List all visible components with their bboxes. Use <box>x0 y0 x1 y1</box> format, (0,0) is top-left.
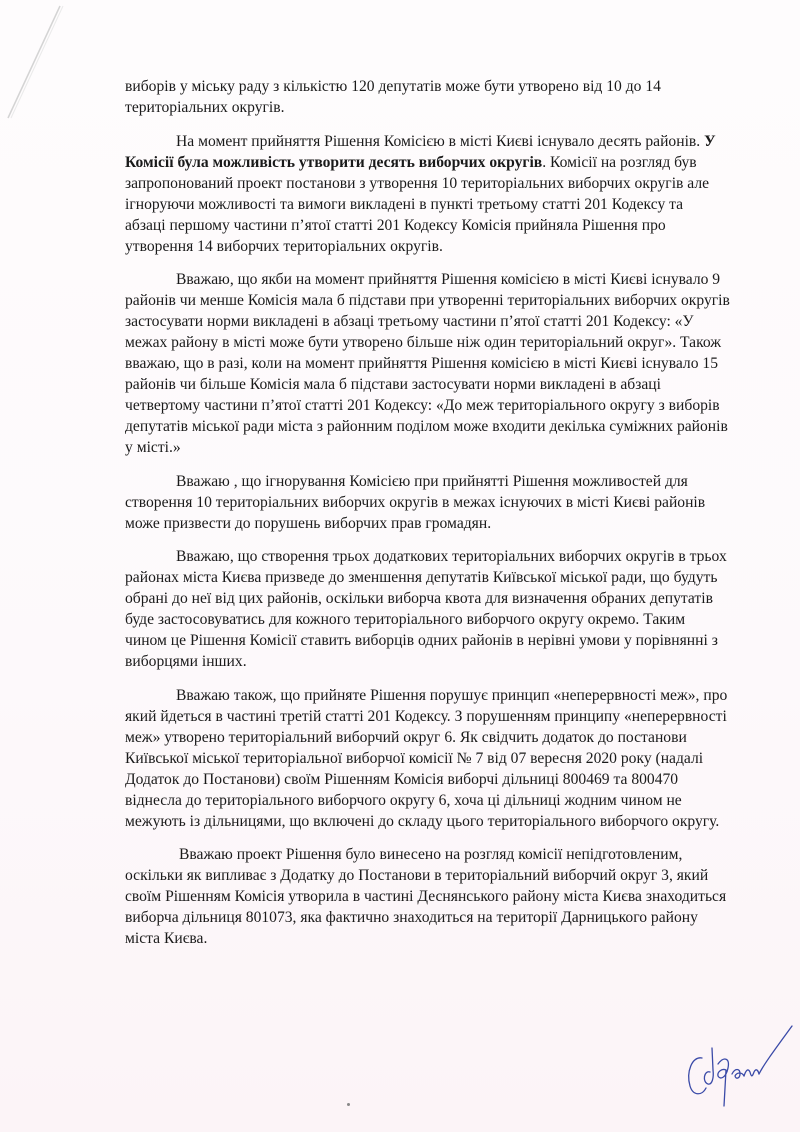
text-line: який йдеться в частині третій статті 201 Кодексу. З порушенням принципу «неперервності <box>125 707 727 725</box>
paragraph-4 <box>125 471 785 534</box>
text-line: районів чи більше Комісія мала б підстави застосувати норми викладені в абзаці <box>125 376 661 393</box>
text-line: вважаю, що в разі, коли на момент прийняття Рішення комісією в місті Києві існувало 15 <box>125 355 718 372</box>
text-line: Вважаю також, що прийняте Рішення порушує принцип «неперервності меж», про <box>176 686 728 704</box>
text-line: Київської міської територіальної виборчої комісії № 7 від 07 вересня 2020 року (надалі <box>125 749 704 767</box>
text-line: виборцями інших. <box>125 653 247 670</box>
text-line: може призвести до порушень виборчих прав громадян. <box>125 514 492 532</box>
paper-fold-mark-icon <box>0 0 70 130</box>
text-line: Додаток до Постанови) своїм Рішенням Комісія виборчі дільниці 800469 та 800470 <box>125 770 679 788</box>
text-line: районах міста Києва призведе до зменшення депутатів Київської міської ради, що будуть <box>125 569 718 586</box>
text-line: територіальних округів. <box>125 99 285 116</box>
paragraph-2 <box>125 131 785 257</box>
text-line: ігноруючи можливості та вимоги викладені в пункті третьому статті 201 Кодексу та <box>125 195 684 213</box>
paragraph-3 <box>125 269 785 458</box>
text-line: застосувати норми викладені в абзаці третьому частини п’ятої статті 201 Кодексу: «У <box>125 313 694 330</box>
text-line: віднесла до територіального виборчого округу 6, хоча ці дільниці жодним чином не <box>125 791 682 809</box>
text-run: . Комісії на розгляд був <box>542 153 697 171</box>
paragraph-1 <box>125 76 785 118</box>
text-line <box>125 152 785 173</box>
text-line: межують із дільницями, що включені до складу цього територіального виборчого округу. <box>125 812 720 830</box>
text-line: виборча дільниця 801073, яка фактично знаходиться на території Дарницького району <box>125 909 698 926</box>
text-line: межах району в місті може бути утворено більше ніж один територіальний округ». Також <box>125 334 722 351</box>
text-line: буде застосовуватись для кожного територіального виборчого округу окремо. Таким <box>125 611 686 628</box>
text-line: виборів у міську раду з кількістю 120 депутатів може бути утворено від 10 до 14 <box>125 78 661 95</box>
text-line: Вважаю, що створення трьох додаткових територіальних виборчих округів в трьох <box>176 548 727 565</box>
text-line: обрані до неї від цих районів, оскільки виборча квота для визначення обраних депутатів <box>125 590 713 607</box>
text-run: На момент прийняття Рішення Комісією в місті Києві існувало десять районів. <box>176 132 705 150</box>
text-line: четвертому частини п’ятої статті 201 Кодексу: «До меж територіального округу з виборів <box>125 397 720 414</box>
text-line: утворення 14 виборчих територіальних округів. <box>125 237 443 255</box>
text-line: депутатів міської ради міста з районним поділом може входити декілька суміжних районів <box>125 418 728 435</box>
text-line: запропонований проект постанови з утворення 10 територіальних виборчих округів але <box>125 174 710 192</box>
text-line: створення 10 територіальних виборчих округів в межах існуючих в місті Києві районів <box>125 493 706 511</box>
text-line: міста Києва. <box>125 930 208 947</box>
text-line: оскільки як випливає з Додатку до Постанови в територіальний виборчий округ 3, який <box>125 867 709 884</box>
paragraph-7 <box>125 844 785 949</box>
text-line: Вважаю, що якби на момент прийняття Рішення комісією в місті Києві існувало 9 <box>176 271 721 288</box>
paper-speck <box>347 1103 350 1106</box>
text-line: Вважаю проект Рішення було винесено на розгляд комісії непідготовленим, <box>179 846 683 863</box>
bold-text-run: Комісії була можливість утворити десять виборчих округів <box>125 153 543 171</box>
text-line: районів чи менше Комісія мала б підстави при утворенні територіальних виборчих округів <box>125 292 730 309</box>
text-line: абзаці першому частини п’ятої статті 201 Кодексу Комісія прийняла Рішення про <box>125 216 666 234</box>
text-line: своїм Рішенням Комісія утворила в частині Деснянського району міста Києва знаходиться <box>125 888 727 905</box>
paragraph-5 <box>125 546 785 672</box>
text-line: чином це Рішення Комісії ставить виборців одних районів в нерівні умови у порівнянні з <box>125 632 718 649</box>
paragraph-6 <box>125 685 785 832</box>
text-line <box>125 131 785 152</box>
handwritten-signature-icon <box>680 1020 795 1120</box>
text-line: у місті.» <box>125 439 181 456</box>
text-line: Вважаю , що ігнорування Комісією при прийнятті Рішення можливостей для <box>176 472 688 490</box>
text-line: меж» утворено територіальний виборчий округ 6. Як свідчить додаток до постанови <box>125 728 687 746</box>
bold-text-run: У <box>704 132 716 150</box>
document-body <box>125 76 785 962</box>
